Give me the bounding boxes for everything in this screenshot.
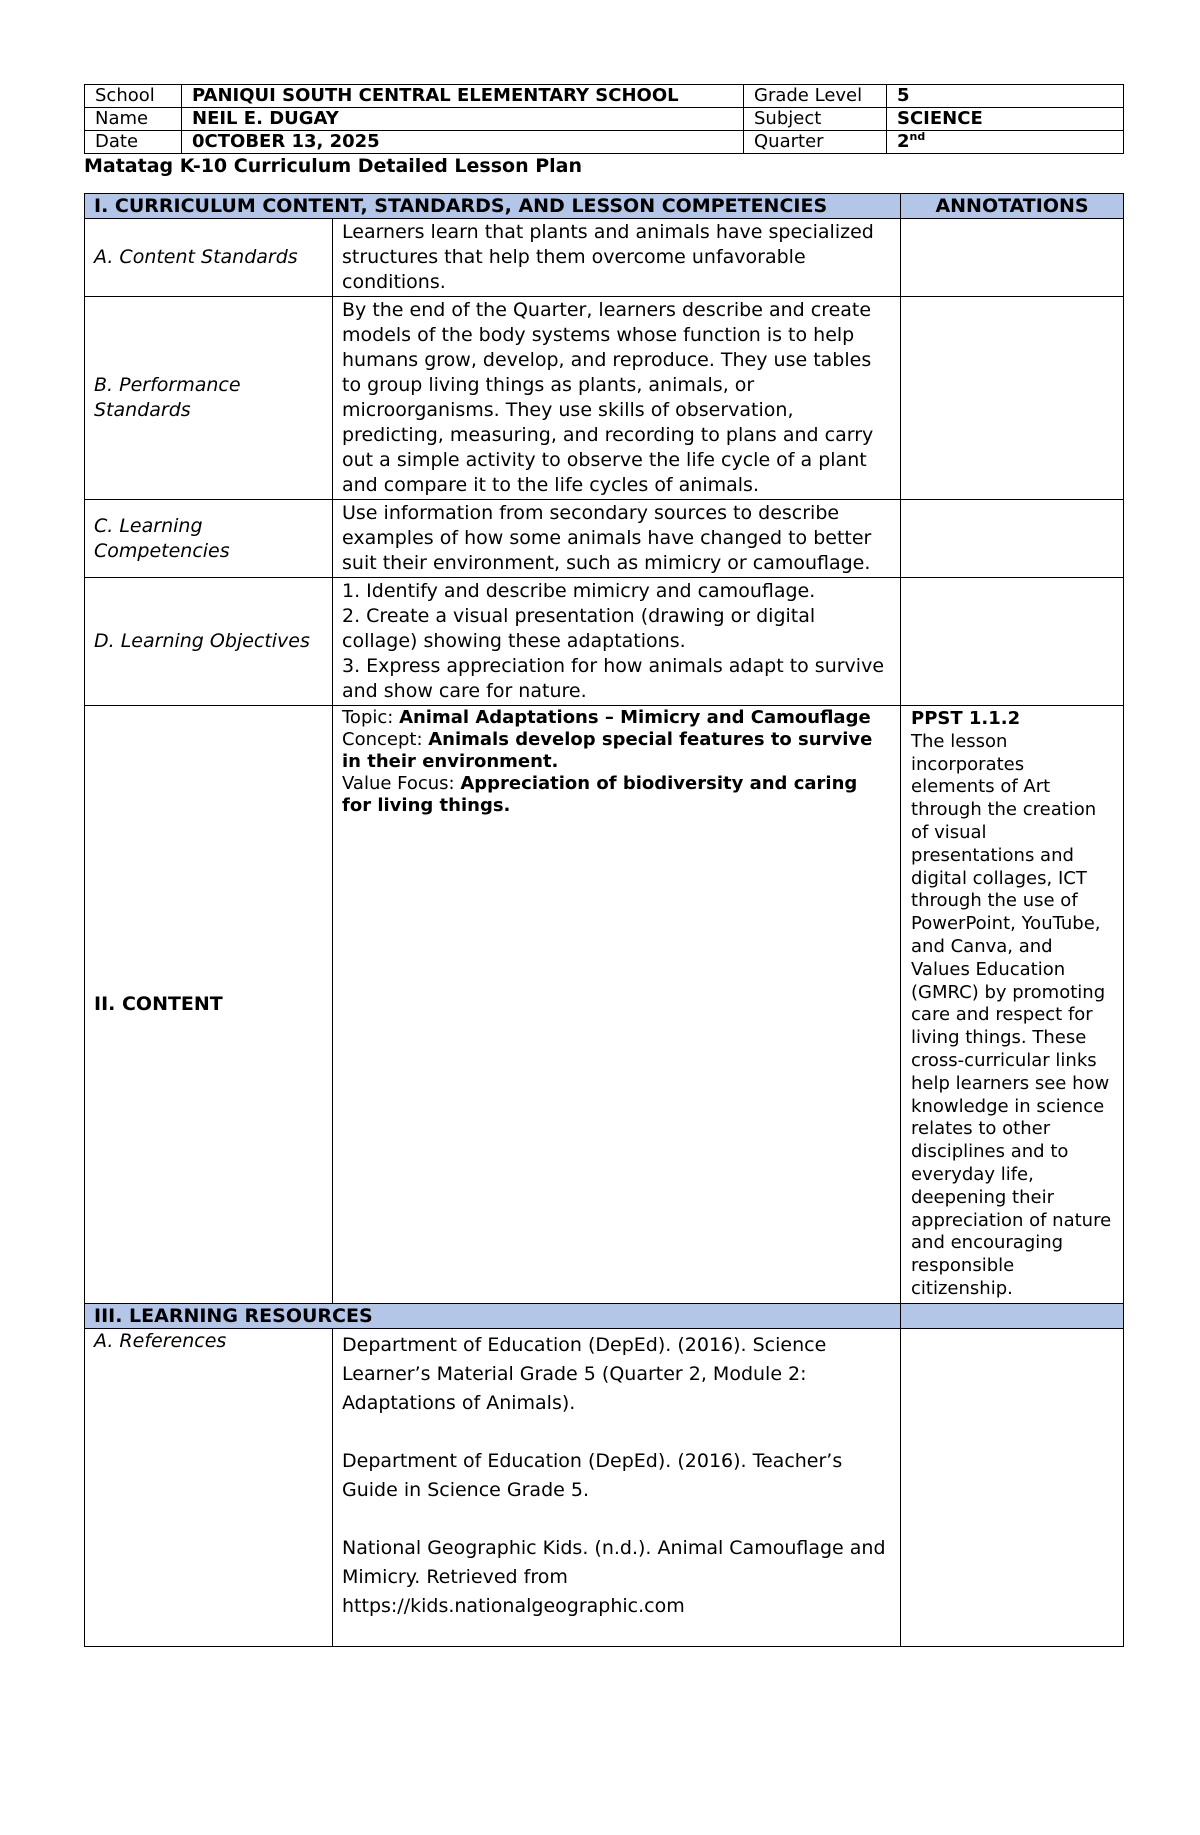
value-focus-line [342,773,891,817]
learning-resources-annotation-header [901,1303,1124,1328]
name-value: NEIL E. DUGAY [182,108,744,131]
objective-item: 2. Create a visual presentation (drawing or digital collage) showing these adaptations. [342,605,816,652]
subject-label: Subject [744,108,887,131]
date-row [85,131,1124,154]
references-annotation [901,1328,1124,1646]
reference-item: Department of Education (DepEd). (2016). Teacher’s Guide in Science Grade 5. [342,1449,843,1501]
name-row [85,108,1124,131]
content-row [85,706,1124,1304]
learning-resources-heading: III. LEARNING RESOURCES [85,1303,901,1328]
learning-competencies-label: C. Learning Competencies [85,500,333,578]
learning-objectives-label: D. Learning Objectives [85,578,333,706]
reference-item: National Geographic Kids. (n.d.). Animal Camouflage and Mimicry. Retrieved from https://kids.nationalgeographic.com [342,1536,886,1617]
school-value: PANIQUI SOUTH CENTRAL ELEMENTARY SCHOOL [182,85,744,108]
content-standards-row [85,219,1124,297]
objective-item: 1. Identify and describe mimicry and camouflage. [342,580,816,602]
date-label: Date [85,131,182,154]
quarter-number: 2 [897,131,910,152]
references-list [333,1328,901,1646]
school-row [85,85,1124,108]
performance-standards-text: By the end of the Quarter, learners describe and create models of the body systems whose function is to help humans grow, develop, and reproduce. They use tables to group living things as plants, animals, or microorganisms. They use skills of observation, predicting, measuring, and recording to plans and carry out a simple activity to observe the life cycle of a plant and compare it to the life cycles of animals. [333,297,901,500]
concept-value: Animals develop special features to survive in their environment. [342,729,873,772]
learning-competencies-text: Use information from secondary sources to describe examples of how some animals have changed to better suit their environment, such as mimicry or camouflage. [333,500,901,578]
reference-item: Department of Education (DepEd). (2016). Science Learner’s Material Grade 5 (Quarter 2, Module 2: Adaptations of Animals). [342,1333,827,1414]
annotations-heading: ANNOTATIONS [901,194,1124,219]
objective-item: 3. Express appreciation for how animals adapt to survive and show care for nature. [342,655,885,702]
section-1-header-row [85,194,1124,219]
section-3-header-row [85,1303,1124,1328]
ppst-annotation-text: The lesson incorporates elements of Art through the creation of visual presentations and digital collages, ICT through the use of PowerPoint, YouTube, and Canva, and Values Education (GMRC) by promoting care and respect for living things. These cross-curricular links help learners see how knowledge in science relates to other disciplines and to everyday life, deepening their appreciation of nature and encouraging responsible citizenship. [911,730,1112,1299]
value-focus-label: Value Focus: [342,773,461,794]
learning-objectives-list [333,578,901,706]
concept-label: Concept: [342,729,429,750]
performance-standards-annotation [901,297,1124,500]
references-row [85,1328,1124,1646]
content-annotation [901,706,1124,1304]
quarter-label: Quarter [744,131,887,154]
document-title: Matatag K-10 Curriculum Detailed Lesson Plan [84,155,583,177]
content-label: II. CONTENT [85,706,333,1304]
school-label: School [85,85,182,108]
ppst-code: PPST 1.1.2 [911,708,1021,729]
topic-label: Topic: [342,707,400,728]
quarter-suffix: nd [909,130,926,143]
value-focus-value: Appreciation of biodiversity and caring for living things. [342,773,858,816]
topic-line [342,707,891,729]
concept-line [342,729,891,773]
quarter-value [887,131,1124,154]
date-value: 0CTOBER 13, 2025 [182,131,744,154]
learning-competencies-row [85,500,1124,578]
topic-value: Animal Adaptations – Mimicry and Camouflage [399,707,871,728]
learning-competencies-annotation [901,500,1124,578]
performance-standards-row [85,297,1124,500]
lesson-plan-page [84,84,1123,1647]
content-standards-text: Learners learn that plants and animals have specialized structures that help them overcome unfavorable conditions. [333,219,901,297]
references-label: A. References [85,1328,333,1646]
lesson-plan-table [84,193,1124,1647]
learning-objectives-annotation [901,578,1124,706]
performance-standards-label: B. Performance Standards [85,297,333,500]
section-1-heading: I. CURRICULUM CONTENT, STANDARDS, AND LESSON COMPETENCIES [85,194,901,219]
content-standards-label: A. Content Standards [85,219,333,297]
grade-level-label: Grade Level [744,85,887,108]
subject-value: SCIENCE [887,108,1124,131]
grade-level-value: 5 [887,85,1124,108]
content-details [333,706,901,1304]
header-info-table [84,84,1124,154]
name-label: Name [85,108,182,131]
learning-objectives-row [85,578,1124,706]
content-standards-annotation [901,219,1124,297]
